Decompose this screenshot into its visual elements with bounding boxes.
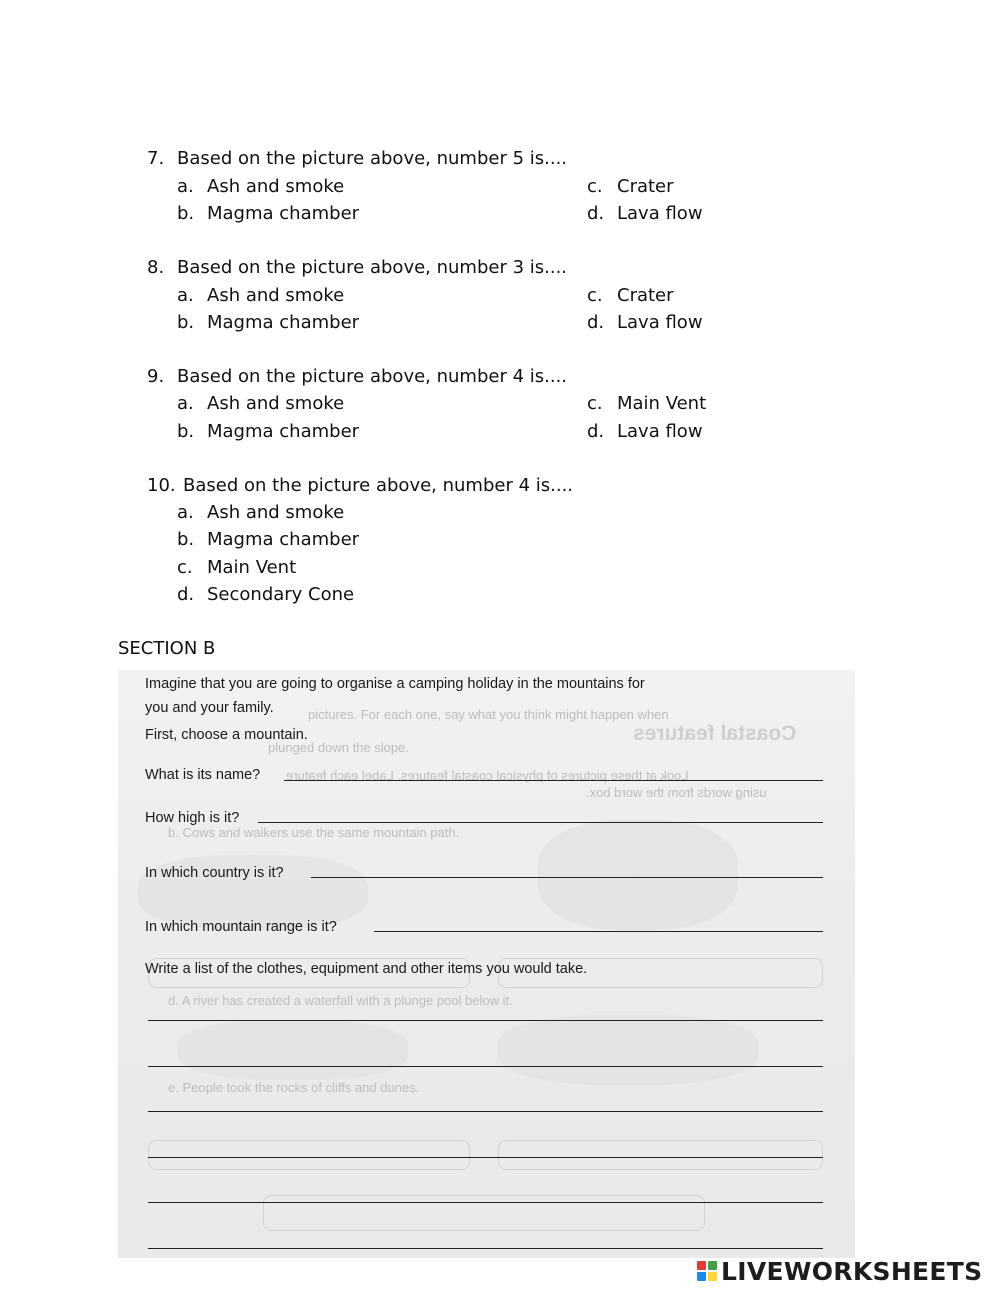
bleed-line: b. Cows and walkers use the same mountain path. [168, 825, 460, 840]
bleed-line: e. People took the rocks of cliffs and dunes. [168, 1080, 420, 1095]
option-d[interactable]: d. Secondary Cone [177, 584, 355, 605]
question-text: Based on the picture above, number 4 is.... [177, 366, 568, 387]
list-line-5[interactable] [148, 1202, 823, 1203]
list-line-2[interactable] [148, 1066, 823, 1067]
option-d[interactable]: d. Lava flow [587, 421, 703, 442]
logo-mark-icon [697, 1261, 717, 1281]
bleed-line: Look at these pictures of physical coastal features. Label each feature [286, 768, 689, 783]
bleed-picture [538, 820, 738, 930]
bleed-line: d. A river has created a waterfall with a plunge pool below it. [168, 993, 513, 1008]
question-stem [147, 148, 567, 170]
bleed-box [498, 1140, 823, 1170]
intro-line-2: you and your family. [145, 700, 274, 716]
option-c[interactable]: c. Crater [587, 285, 674, 306]
list-prompt: Write a list of the clothes, equipment and other items you would take. [145, 961, 588, 977]
question-text: Based on the picture above, number 4 is.... [183, 475, 574, 496]
intro-line-1: Imagine that you are going to organise a camping holiday in the mountains for [145, 676, 645, 692]
question-number: 8. [147, 257, 165, 278]
option-b[interactable]: b. Magma chamber [177, 421, 360, 442]
option-c[interactable]: c. Main Vent [587, 393, 707, 414]
prompt-range: In which mountain range is it? [145, 919, 337, 935]
question-number: 10. [147, 475, 176, 496]
prompt-name: What is its name? [145, 767, 261, 783]
bleed-picture [498, 1015, 758, 1085]
instruction: First, choose a mountain. [145, 727, 308, 743]
option-b[interactable]: b. Magma chamber [177, 529, 360, 550]
question-stem [147, 257, 567, 279]
question-text: Based on the picture above, number 5 is.... [177, 148, 568, 169]
bleed-line: pictures. For each one, say what you think might happen when [308, 707, 669, 722]
answer-line-range[interactable] [374, 931, 823, 932]
bleed-line: plunged down the slope. [268, 740, 409, 755]
logo-square [697, 1261, 706, 1270]
option-d[interactable]: d. Lava flow [587, 312, 703, 333]
option-c[interactable]: c. Main Vent [177, 557, 297, 578]
prompt-country: In which country is it? [145, 865, 284, 881]
answer-line-name[interactable] [284, 780, 823, 781]
option-a[interactable]: a. Ash and smoke [177, 285, 345, 306]
question-number: 7. [147, 148, 165, 169]
bleed-box [148, 1140, 470, 1170]
liveworksheets-logo[interactable] [697, 1258, 982, 1284]
bleed-box [263, 1195, 705, 1231]
scanned-worksheet [118, 670, 855, 1258]
question-text: Based on the picture above, number 3 is.... [177, 257, 568, 278]
bleed-heading: Coastal features [633, 722, 797, 745]
option-a[interactable]: a. Ash and smoke [177, 176, 345, 197]
option-b[interactable]: b. Magma chamber [177, 312, 360, 333]
list-line-3[interactable] [148, 1111, 823, 1112]
question-stem [147, 366, 567, 388]
logo-square [697, 1272, 706, 1281]
list-line-4[interactable] [148, 1157, 823, 1158]
question-stem [147, 475, 573, 497]
section-b-title: SECTION B [118, 638, 216, 659]
answer-line-height[interactable] [258, 822, 823, 823]
option-d[interactable]: d. Lava flow [587, 203, 703, 224]
option-b[interactable]: b. Magma chamber [177, 203, 360, 224]
list-line-6[interactable] [148, 1248, 823, 1249]
logo-text: LIVEWORKSHEETS [721, 1256, 983, 1286]
question-number: 9. [147, 366, 165, 387]
logo-square [708, 1261, 717, 1270]
bleed-line: using words from the word box. [586, 785, 767, 800]
list-line-1[interactable] [148, 1020, 823, 1021]
bleed-picture [178, 1020, 408, 1080]
option-c[interactable]: c. Crater [587, 176, 674, 197]
answer-line-country[interactable] [311, 877, 823, 878]
prompt-height: How high is it? [145, 810, 240, 826]
option-a[interactable]: a. Ash and smoke [177, 393, 345, 414]
option-a[interactable]: a. Ash and smoke [177, 502, 345, 523]
logo-square [708, 1272, 717, 1281]
